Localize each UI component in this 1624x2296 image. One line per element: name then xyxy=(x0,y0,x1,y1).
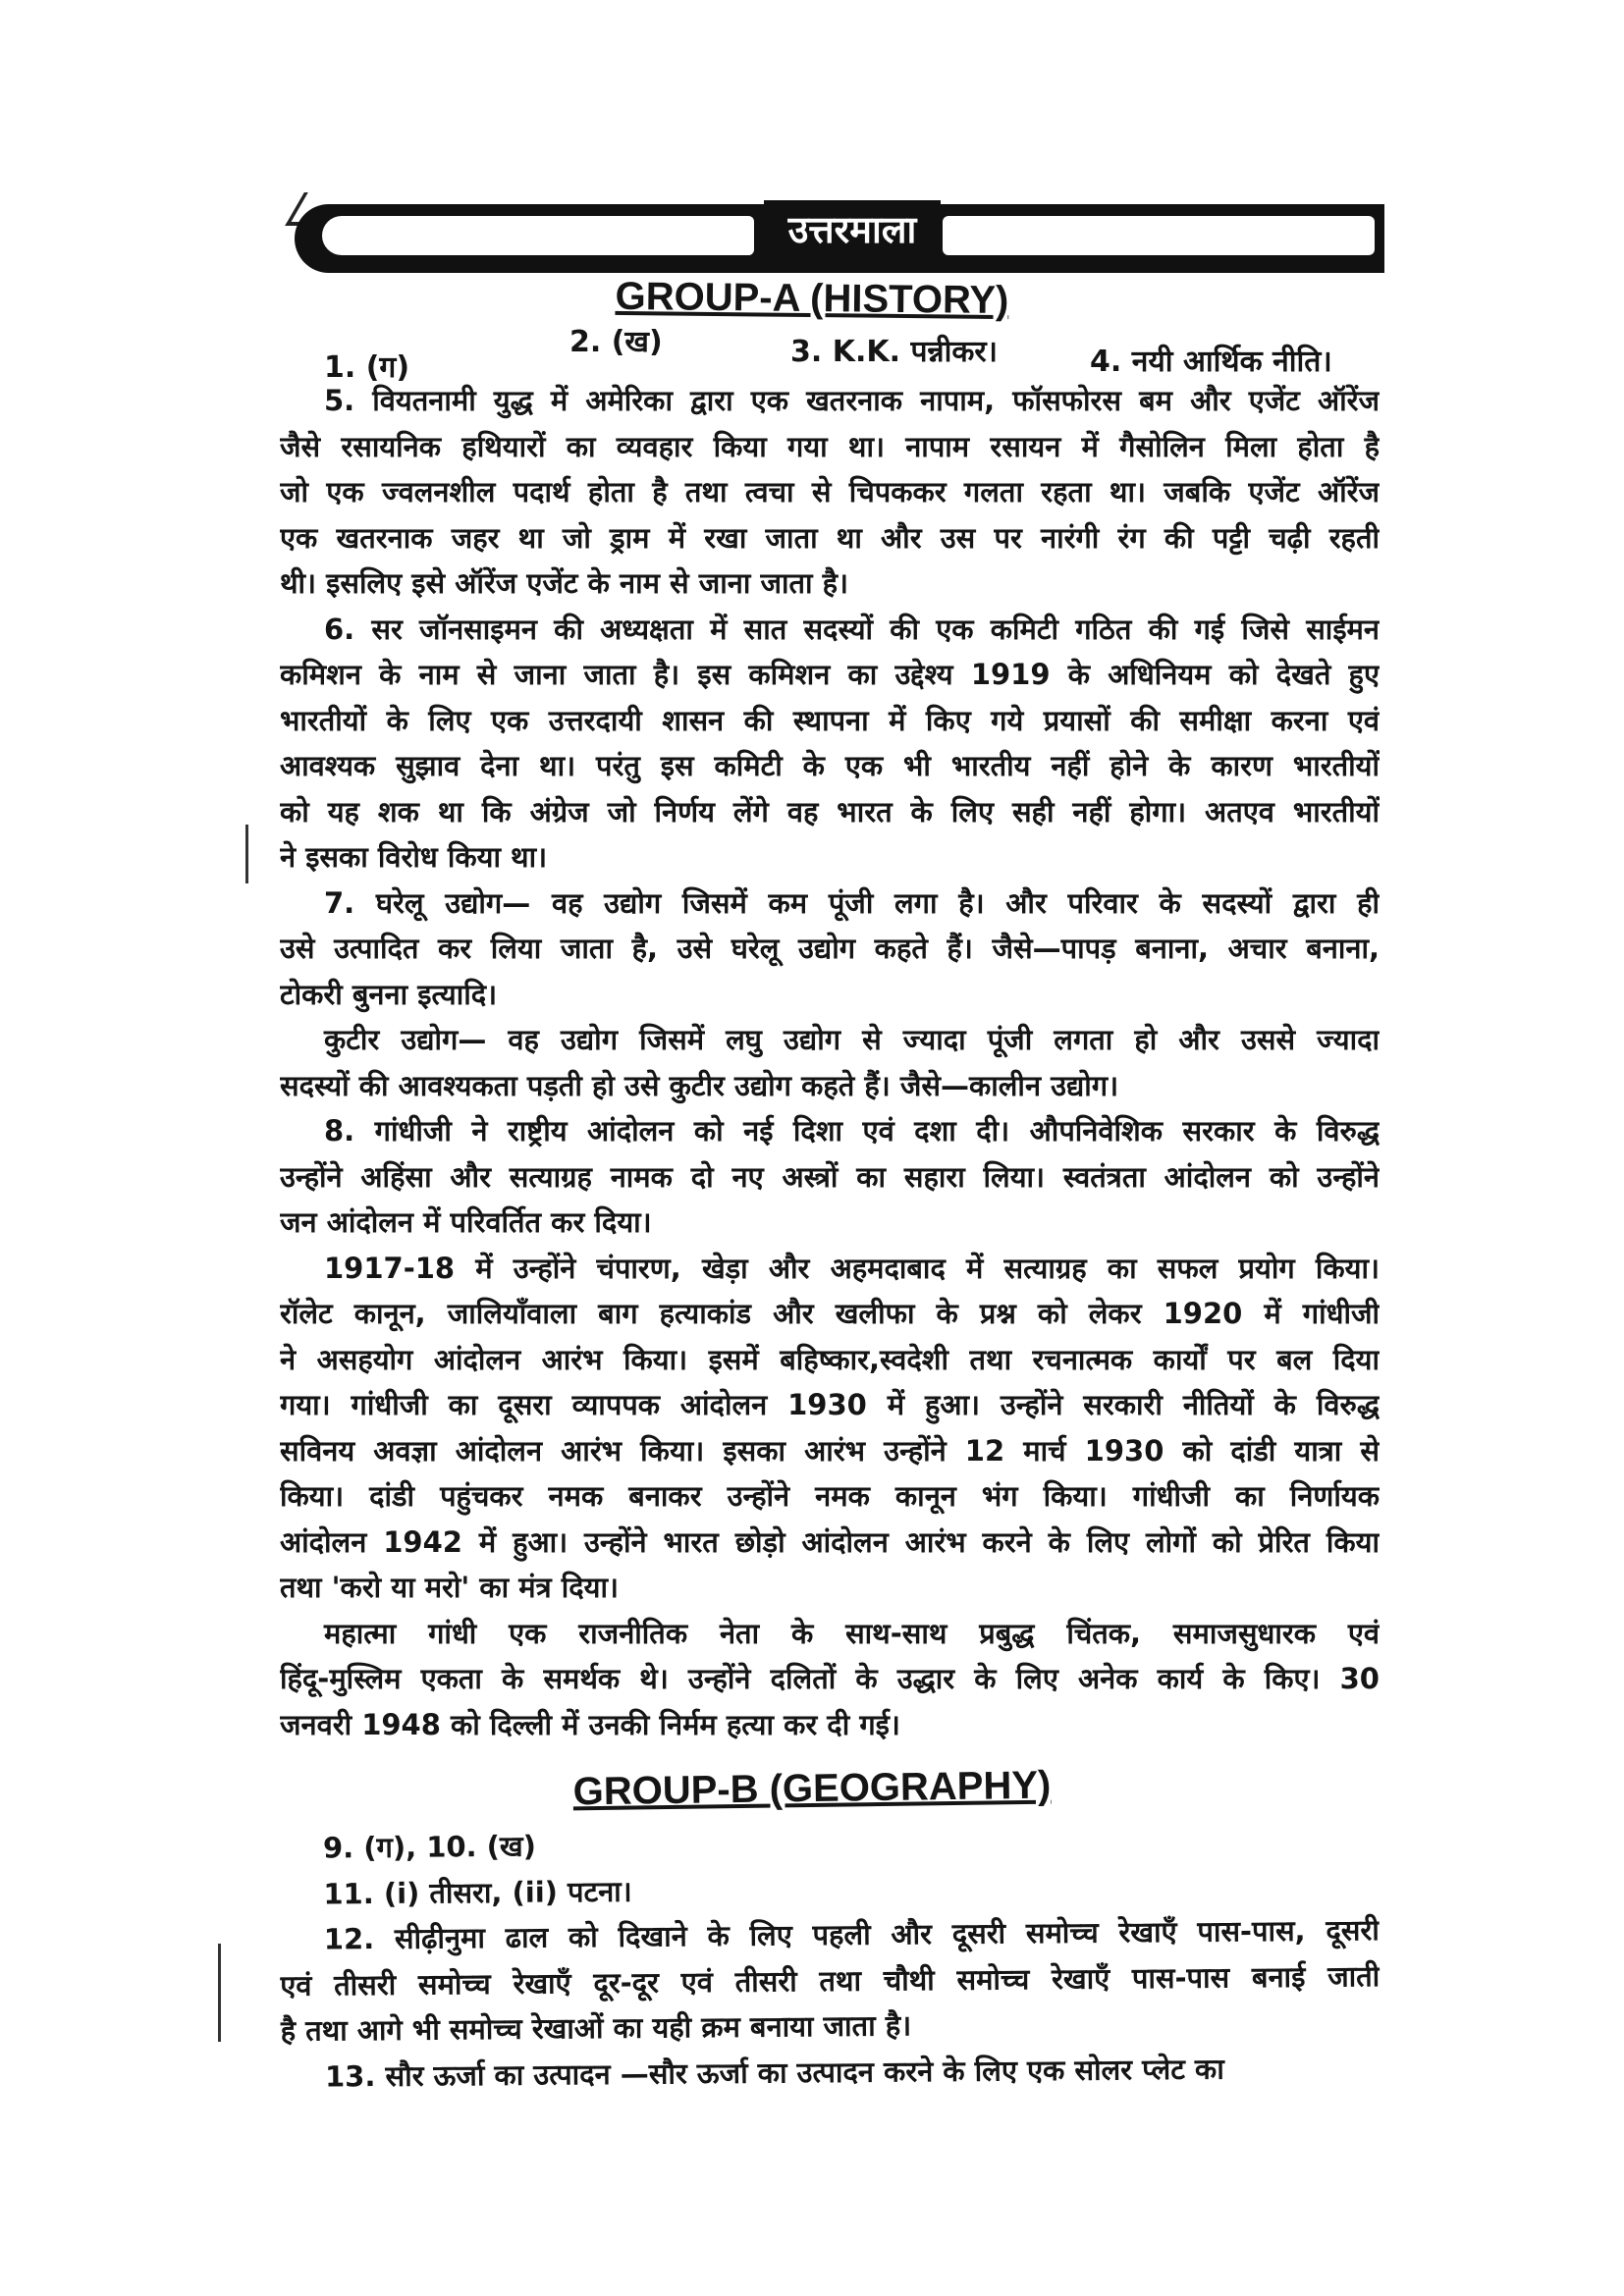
group-b-heading xyxy=(0,1755,1624,1822)
answer-paragraph xyxy=(280,1108,1380,1246)
text-line: एक खतरनाक जहर था जो ड्राम में रखा जाता था और उस पर नारंगी रंग की पट्टी चढ़ी रहती xyxy=(280,520,1380,555)
text-line: आंदोलन 1942 में हुआ। उन्होंने भारत छोड़ो आंदोलन आरंभ करने के लिए लोगों को प्रेरित किया xyxy=(280,1524,1380,1559)
text-line: किया। दांडी पहुंचकर नमक बनाकर उन्होंने नमक कानून भंग किया। गांधीजी का निर्णायक xyxy=(280,1479,1380,1513)
answer-4: 4. नयी आर्थिक नीति। xyxy=(1090,345,1332,379)
answer-paragraph xyxy=(280,881,1380,1018)
answer-paragraph xyxy=(280,607,1380,881)
group-a-heading xyxy=(0,268,1624,329)
text-line: जन आंदोलन में परिवर्तित कर दिया। xyxy=(280,1205,652,1239)
group-b-heading-text: GROUP-B (GEOGRAPHY) xyxy=(572,1763,1052,1814)
text-line: आवश्यक सुझाव देना था। परंतु इस कमिटी के एक भी भारतीय नहीं होने के कारण भारतीयों xyxy=(280,749,1380,782)
text-line: है तथा आगे भी समोच्च रेखाओं का यही क्रम बनाया जाता है। xyxy=(280,2008,912,2048)
text-line: सदस्यों की आवश्यकता पड़ती हो उसे कुटीर उद्योग कहते हैं। जैसे—कालीन उद्योग। xyxy=(280,1068,1119,1102)
text-line: जो एक ज्वलनशील पदार्थ होता है तथा त्वचा से चिपककर गलता रहता था। जबकि एजेंट ऑरेंज xyxy=(280,475,1380,508)
text-line: सविनय अवज्ञा आंदोलन आरंभ किया। इसका आरंभ उन्होंने 12 मार्च 1930 को दांडी यात्रा से xyxy=(280,1433,1380,1468)
group-a-answers xyxy=(280,378,1380,1747)
answer-2: 2. (ख) xyxy=(569,325,663,359)
margin-mark xyxy=(218,1944,221,2042)
answer-paragraph xyxy=(280,1017,1380,1108)
text-line: तथा 'करो या मरो' का मंत्र दिया। xyxy=(280,1571,619,1604)
margin-mark xyxy=(245,825,248,883)
text-line: कुटीर उद्योग— वह उद्योग जिसमें लघु उद्योग से ज्यादा पूंजी लगता हो और उससे ज्यादा xyxy=(324,1023,1380,1056)
text-line: उसे उत्पादित कर लिया जाता है, उसे घरेलू उद्योग कहते हैं। जैसे—पापड़ बनाना, अचार बनाना, xyxy=(280,932,1380,965)
group-a-heading-text: GROUP-A (HISTORY) xyxy=(615,274,1009,323)
text-line: हिंदू-मुस्लिम एकता के समर्थक थे। उन्होंने दलितों के उद्धार के लिए अनेक कार्य के किए। 30 xyxy=(280,1662,1380,1695)
text-line: टोकरी बुनना इत्यादि। xyxy=(280,977,498,1011)
text-line: कमिशन के नाम से जाना जाता है। इस कमिशन का उद्देश्य 1919 के अधिनियम को देखते हुए xyxy=(280,658,1380,691)
text-line: 8. गांधीजी ने राष्ट्रीय आंदोलन को नई दिशा एवं दशा दी। औपनिवेशिक सरकार के विरुद्ध xyxy=(324,1114,1380,1148)
text-line: जैसे रसायनिक हथियारों का व्यवहार किया गया था। नापाम रसायन में गैसोलिन मिला होता है xyxy=(280,429,1380,463)
answer-1: 1. (ग) xyxy=(324,350,410,385)
short-answers-row xyxy=(324,325,1375,385)
banner-title: उत्तरमाला xyxy=(764,200,941,259)
text-line: ने असहयोग आंदोलन आरंभ किया। इसमें बहिष्कार,स्वदेशी तथा रचनात्मक कार्यों पर बल दिया xyxy=(280,1342,1380,1376)
text-line: 12. सीढ़ीनुमा ढाल को दिखाने के लिए पहली और दूसरी समोच्च रेखाएँ पास-पास, दूसरी xyxy=(323,1913,1380,1956)
text-line: 9. (ग), 10. (ख) xyxy=(322,1829,537,1865)
answer-paragraph xyxy=(280,1246,1380,1611)
text-line: 1917-18 में उन्होंने चंपारण, खेड़ा और अहमदाबाद में सत्याग्रह का सफल प्रयोग किया। xyxy=(324,1251,1380,1285)
answer-paragraph xyxy=(280,378,1380,607)
text-line: गया। गांधीजी का दूसरा व्यापपक आंदोलन 1930 में हुआ। उन्होंने सरकारी नीतियों के विरुद्ध xyxy=(280,1388,1380,1421)
group-b-answers xyxy=(279,1816,1380,2100)
text-line: ने इसका विरोध किया था। xyxy=(280,840,548,874)
text-line: थी। इसलिए इसे ऑरेंज एजेंट के नाम से जाना जाता है। xyxy=(280,566,849,600)
text-line: भारतीयों के लिए एक उत्तरदायी शासन की स्थापना में किए गये प्रयासों की समीक्षा करना एवं xyxy=(280,703,1380,737)
answer-paragraph xyxy=(281,2045,1380,2100)
text-line: को यह शक था कि अंग्रेज जो निर्णय लेंगे वह भारत के लिए सही नहीं होगा। अतएव भारतीयों xyxy=(280,794,1380,828)
text-line: एवं तीसरी समोच्च रेखाएँ दूर-दूर एवं तीसरी तथा चौथी समोच्च रेखाएँ पास-पास बनाई जाती xyxy=(280,1958,1380,2002)
text-line: 11. (i) तीसरा, (ii) पटना। xyxy=(323,1874,632,1910)
answer-key-banner xyxy=(295,194,1384,273)
answer-3: 3. K.K. पन्नीकर। xyxy=(790,335,999,369)
text-line: उन्होंने अहिंसा और सत्याग्रह नामक दो नए अस्त्रों का सहारा लिया। स्वतंत्रता आंदोलन को उन्होंने xyxy=(280,1159,1380,1194)
text-line: जनवरी 1948 को दिल्ली में उनकी निर्मम हत्या कर दी गई। xyxy=(280,1707,900,1741)
text-line: महात्मा गांधी एक राजनीतिक नेता के साथ-साथ प्रबुद्ध चिंतक, समाजसुधारक एवं xyxy=(324,1616,1380,1650)
banner-inner-right xyxy=(943,216,1375,255)
text-line: रॉलेट कानून, जालियाँवाला बाग हत्याकांड और खलीफा के प्रश्न को लेकर 1920 में गांधीजी xyxy=(280,1297,1380,1330)
text-line: 13. सौर ऊर्जा का उत्पादन —सौर ऊर्जा का उत्पादन करने के लिए एक सोलर प्लेट का xyxy=(324,2051,1224,2093)
text-line: 7. घरेलू उद्योग— वह उद्योग जिसमें कम पूंजी लगा है। और परिवार के सदस्यों द्वारा ही xyxy=(324,885,1380,920)
answer-paragraph xyxy=(280,1907,1380,2054)
text-line: 6. सर जॉनसाइमन की अध्यक्षता में सात सदस्यों की एक कमिटी गठित की गई जिसे साईमन xyxy=(324,612,1380,646)
answer-paragraph xyxy=(280,1611,1380,1748)
text-line: 5. वियतनामी युद्ध में अमेरिका द्वारा एक खतरनाक नापाम, फॉसफोरस बम और एजेंट ऑरेंज xyxy=(324,384,1380,417)
banner-inner-left xyxy=(322,216,754,255)
